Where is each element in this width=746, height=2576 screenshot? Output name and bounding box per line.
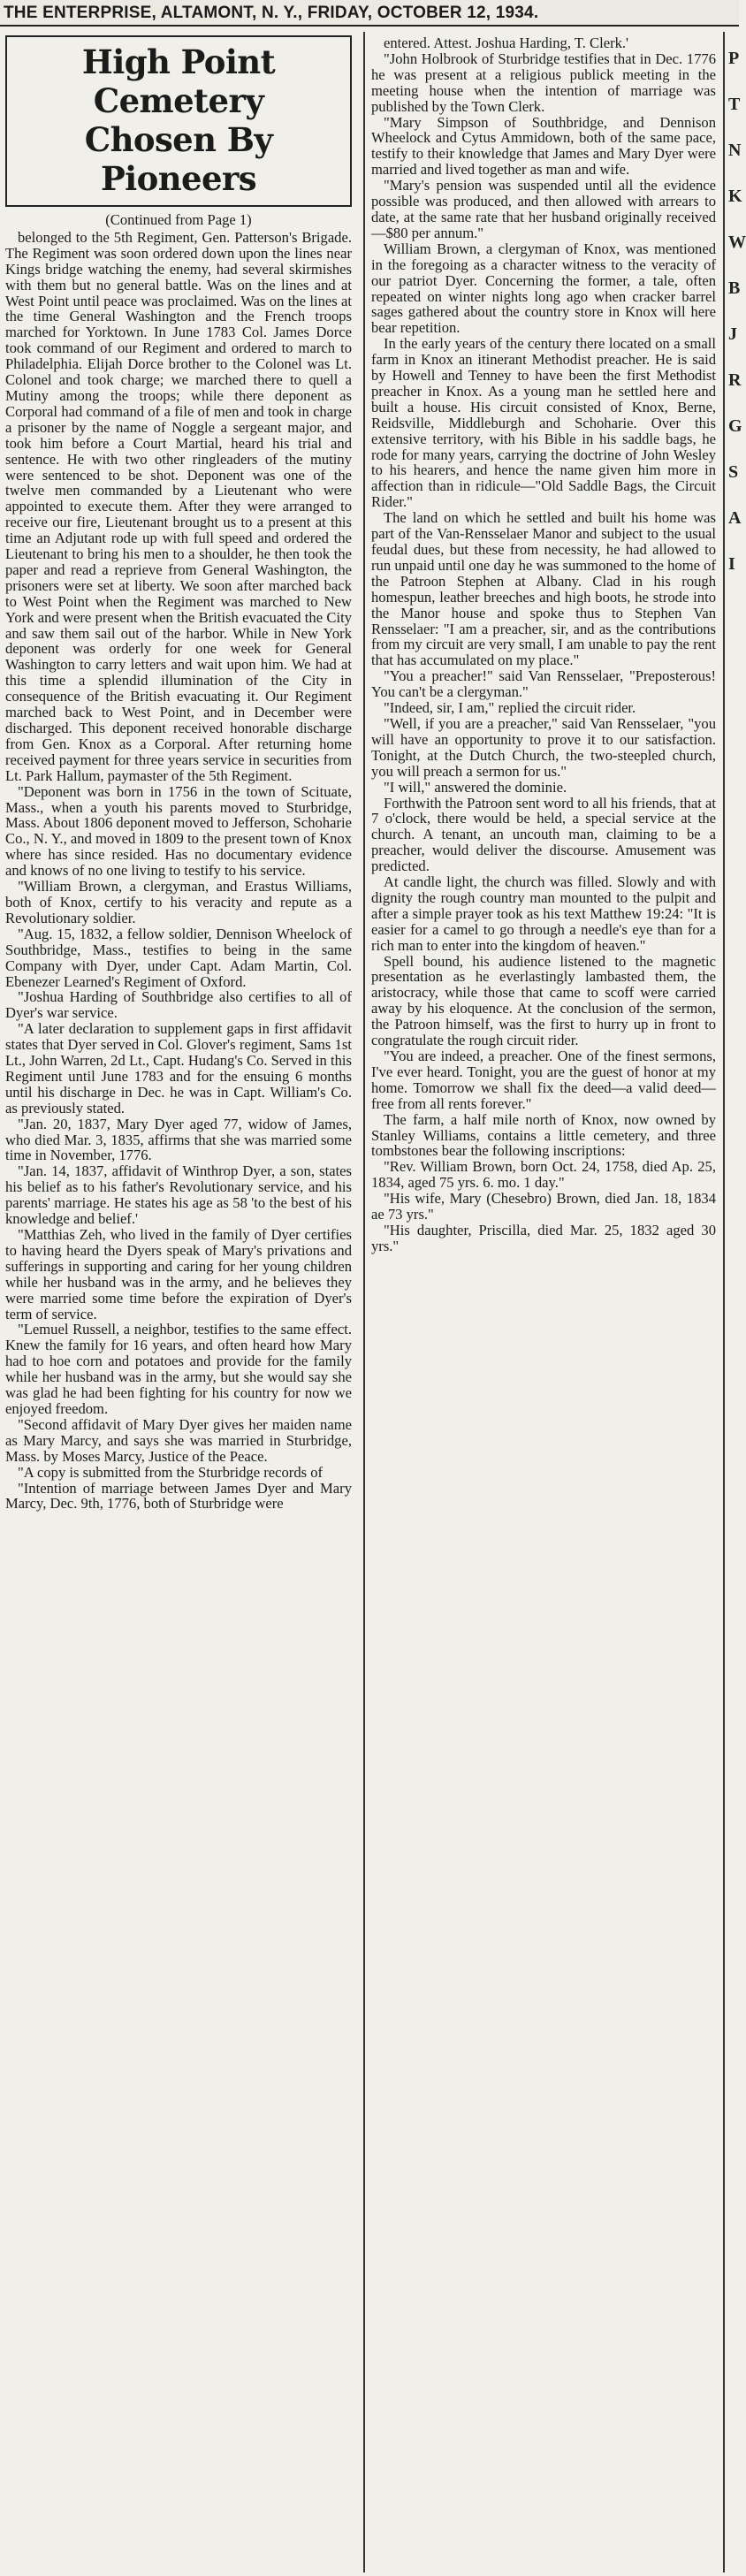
paragraph: entered. Attest. Joshua Harding, T. Clerk.' xyxy=(384,34,629,51)
fragment-letter: A xyxy=(728,508,742,528)
continued-note: (Continued from Page 1) xyxy=(105,211,252,228)
left-column-body xyxy=(5,230,352,1512)
paragraph: "Jan. 14, 1837, affidavit of Winthrop Dyer, a son, states his belief as to his father's Revolutionary service, and his parents' marriage. He states his age as 58 'to the best of his knowledge and belief.' xyxy=(5,1162,352,1228)
paragraph: The land on which he settled and built his home was part of the Van-Rensselaer Manor and subject to the usual feudal dues, but these from necessity, he had allowed to run unpaid until one day he was summoned to the home of the Patroon Stephen at Albany. Clad in his rough homespun, leather breeches and high boots, he strode into the Manor house and spoke thus to Stephen Van Rensselaer: "I am a preacher, sir, and as the contributions from my circuit are very small, I am unable to pay the rent that has accumulated on my place." xyxy=(371,509,716,669)
paragraph: "Deponent was born in 1756 in the town of Scituate, Mass., when a youth his parents moved to Sturbridge, Mass. About 1806 deponent moved to Jefferson, Schoharie Co., N. Y., and moved in 1809 to the present town of Knox where has since resided. Has no documentary evidence and knows of no one living to testify to his service. xyxy=(5,782,352,880)
headline-line-2: Chosen By Pioneers xyxy=(84,120,273,198)
fragment-letter: S xyxy=(728,462,739,482)
column-rule-left xyxy=(363,32,365,2572)
paragraph: Forthwith the Patroon sent word to all his friends, that at 7 o'clock, there would be held, a special service at the church. A tenant, an uncouth man, claiming to be a preacher, would deliver the discourse. Amusement was predicted. xyxy=(371,794,716,875)
paragraph: belonged to the 5th Regiment, Gen. Patterson's Brigade. The Regiment was soon ordered down upon the lines near Kings bridge watching the enemy, had several skirmishes with them but no general battle. Was on the lines and at West Point until peace was proclaimed. Was on the lines at the time General Washington and the French troops marched for Yorktown. In June 1783 Col. James Dorce took command of our Regiment and ordered to march to Philadelphia. Elijah Dorce brother to the Colonel was Lt. Colonel and took charge; we marched there to quell a Mutiny among the troops; while there deponent as Corporal had command of a file of men and took in charge a prisoner by the name of Noggle a sergeant major, and took him before a Court Martial, heard his trial and sentence. He with two other ringleaders of the mutiny were sentenced to be shot. Deponent was one of the twelve men commanded by a Lieutenant who were appointed to execute them. After they were arranged to receive our fire, Lieutenant brought us to a present at this time an Adjutant rode up with full speed and ordered the Lieutenant to bring his men to a shoulder, he then took the paper and read a reprieve from General Washington, the prisoners were set at liberty. We soon after marched back to West Point when the Regiment was marched to New York and were present when the British evacuated the City and saw them sail out of the harbor. While in New York deponent was orderly for one week for General Washington to carry letters and wait upon him. We had at this time a splendid illumination of the City in consequence of the British evacuating it. Our Regiment marched back to West Point, and in December were discharged. This deponent received honorable discharge from Gen. Knox as a Corporal. After returning home received payment for three years service in securities from Lt. Park Hallum, paymaster of the 5th Regiment. xyxy=(5,228,352,784)
paragraph: "His daughter, Priscilla, died Mar. 25, 1832 aged 30 yrs." xyxy=(371,1221,716,1254)
paragraph: "Mary Simpson of Southbridge, and Dennison Wheelock and Cytus Ammidown, both of the same pace, testify to their knowledge that James and Mary Dyer were married and lived together as man and wife. xyxy=(371,113,716,179)
middle-column-body xyxy=(371,35,716,1254)
fragment-letter: J xyxy=(728,324,737,344)
paragraph: "I will," answered the dominie. xyxy=(384,778,567,796)
paragraph: "Jan. 20, 1837, Mary Dyer aged 77, widow of James, who died Mar. 3, 1835, affirms that she was married some time in November, 1776. xyxy=(5,1115,352,1164)
paragraph: "A later declaration to supplement gaps in first affidavit states that Dyer served in Col. Glover's regiment, Sams 1st Lt., John Warren, 2d Lt., Capt. Hudang's Co. Served in this Regiment until June 1783 and for the ensuing 6 months until his discharge in Dec. he was in Capt. William's Co. as previously stated. xyxy=(5,1020,352,1117)
paragraph: "You a preacher!" said Van Rensselaer, "Preposterous! You can't be a clergyman." xyxy=(371,667,716,701)
paragraph: "Matthias Zeh, who lived in the family of Dyer certifies to having heard the Dyers speak of Mary's privations and sufferings in supporting and caring for her young children while her husband was in the army, and he believes they were married some time before the expiration of Dyer's term of service. xyxy=(5,1226,352,1322)
paragraph: William Brown, a clergyman of Knox, was mentioned in the foregoing as a character witness to the veracity of our patriot Dyer. Concerning the former, a tale, often repeated on winter nights long ago when cracker barrel sages gathered about the country store in Knox will here bear repetition. xyxy=(371,240,716,337)
fragment-letter: N xyxy=(728,141,742,160)
newspaper-masthead: THE ENTERPRISE, ALTAMONT, N. Y., FRIDAY, OCTOBER 12, 1934. xyxy=(0,0,739,27)
paragraph: "Lemuel Russell, a neighbor, testifies to the same effect. Knew the family for 16 years, and often heard how Mary had to hoe corn and potatoes and provide for the family while her husband was in the army, but she would say she was glad he had been fighting for his country for now we enjoyed freedom. xyxy=(5,1321,352,1417)
paragraph: "Well, if you are a preacher," said Van Rensselaer, "you will have an opportunity to prove it to our satisfaction. Tonight, at the Dutch Church, the two-steepled church, you will preach a sermon for us." xyxy=(371,714,716,780)
fragment-letter: K xyxy=(728,187,742,206)
fragment-letter: P xyxy=(728,49,740,68)
headline-line-1: High Point Cemetery xyxy=(81,42,276,120)
paragraph: "You are indeed, a preacher. One of the finest sermons, I've ever heard. Tonight, you are the guest of honor at my home. Tomorrow we shall fix the deed—a valid deed—free from all rents forever." xyxy=(371,1048,716,1112)
fragment-letter: I xyxy=(728,554,735,574)
paragraph: "Indeed, sir, I am," replied the circuit rider. xyxy=(384,699,636,717)
adjacent-column-fragment xyxy=(728,35,746,2564)
paragraph: Spell bound, his audience listened to the magnetic presentation as he everlastingly lambasted them, the aristocracy, while those that came to scoff were carried away by his eloquence. At the conclusion of the sermon, the Patroon himself, was the first to hurry up in front to congratulate the rough circuit rider. xyxy=(371,952,716,1049)
article-column-middle xyxy=(371,35,716,2571)
paragraph: "Rev. William Brown, born Oct. 24, 1758, died Ap. 25, 1834, aged 75 yrs. 6. mo. 1 day." xyxy=(371,1158,716,1192)
fragment-letter: G xyxy=(728,416,742,436)
article-column-left xyxy=(5,35,352,2571)
paragraph: "Mary's pension was suspended until all the evidence possible was produced, and then allowed with arrears to date, at the same rate that her husband originally received—$80 per annum." xyxy=(371,177,716,241)
paragraph: "Joshua Harding of Southbridge also certifies to all of Dyer's war service. xyxy=(5,988,352,1022)
paragraph: The farm, a half mile north of Knox, now owned by Stanley Williams, contains a little cemetery, and three tombstones bear the following inscriptions: xyxy=(371,1110,716,1160)
paragraph: "Intention of marriage between James Dyer and Mary Marcy, Dec. 9th, 1776, both of Sturbridge were xyxy=(5,1479,352,1513)
paragraph: "Aug. 15, 1832, a fellow soldier, Dennison Wheelock of Southbridge, Mass., testifies to being in the same Company with Dyer, under Capt. Adam Martin, Col. Ebenezer Learned's Regiment of Oxford. xyxy=(5,925,352,990)
headline-box xyxy=(5,35,352,207)
paragraph: "His wife, Mary (Chesebro) Brown, died Jan. 18, 1834 ae 73 yrs." xyxy=(371,1190,716,1223)
paragraph: In the early years of the century there located on a small farm in Knox an itinerant Methodist preacher. He is said by Howell and Tenney to have been the first Methodist preacher in Knox. As a young man he settled here and built a house. His circuit consisted of Knox, Berne, Reidsville, Middleburgh and Schoharie. Over this extensive territory, with his Bible in his saddle bags, he rode for many years, carrying the doctrine of John Wesley to his hearers, and hence the name given him more in affection than in ridicule—"Old Saddle Bags, the Circuit Rider." xyxy=(371,335,716,511)
fragment-letter: W xyxy=(728,232,746,252)
paragraph: "John Holbrook of Sturbridge testifies that in Dec. 1776 he was present at a religious publick meeting in the meeting house when the intention of marriage was published by the Town Clerk. xyxy=(371,50,716,115)
fragment-letter: B xyxy=(728,278,741,298)
paragraph: At candle light, the church was filled. Slowly and with dignity the rough country man mounted to the pulpit and after a simple prayer took as his text Matthew 19:24: "It is easier for a camel to go through a needle's eye than for a rich man to enter into the kingdom of heaven." xyxy=(371,873,716,954)
fragment-letter: R xyxy=(728,370,742,390)
paragraph: "Second affidavit of Mary Dyer gives her maiden name as Mary Marcy, and says she was married in Sturbridge, Mass. by Moses Marcy, Justice of the Peace. xyxy=(5,1415,352,1465)
column-rule-right xyxy=(723,32,725,2572)
paragraph: "William Brown, a clergyman, and Erastus Williams, both of Knox, certify to his veracity and repute as a Revolutionary soldier. xyxy=(5,878,352,926)
fragment-letter: T xyxy=(728,95,741,114)
paragraph: "A copy is submitted from the Sturbridge records of xyxy=(18,1463,324,1481)
